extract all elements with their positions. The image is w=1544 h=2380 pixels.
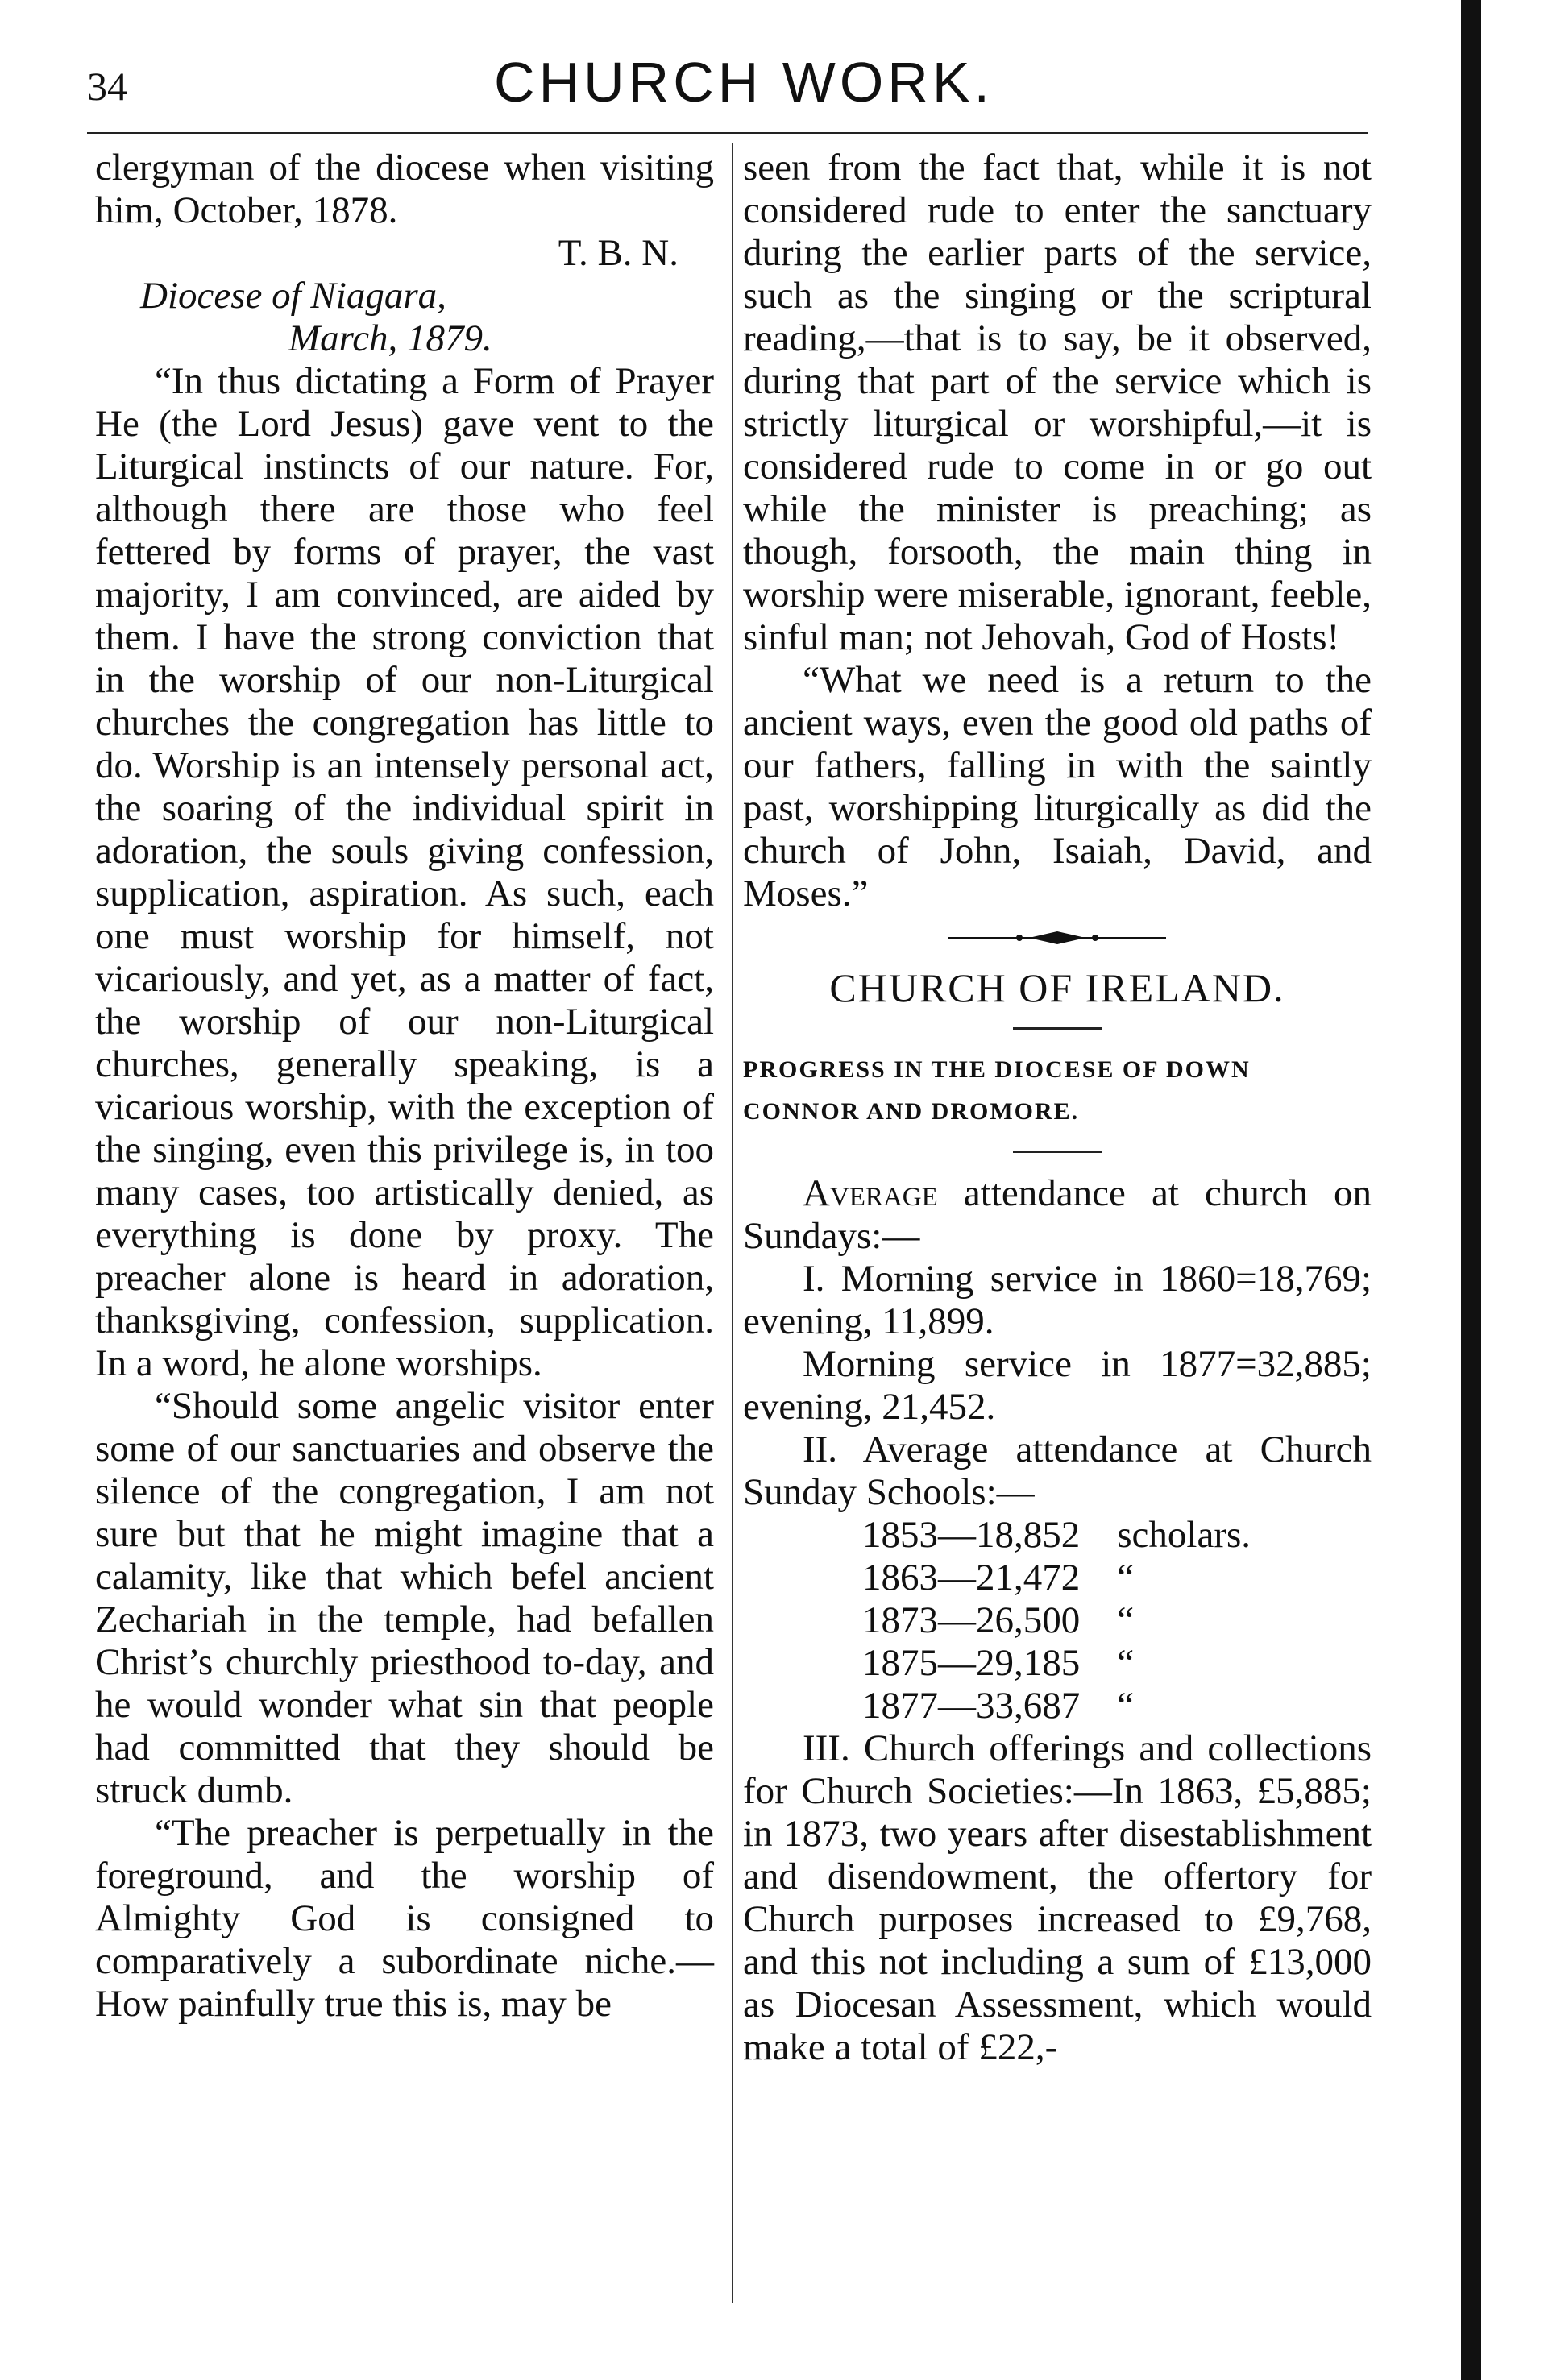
school-stat-row <box>743 1642 1372 1685</box>
school-stat-value: 1877—33,687 <box>862 1685 1081 1727</box>
section-subheading: PROGRESS IN THE DIOCESE OF DOWN <box>743 1056 1251 1083</box>
school-stat-suffix: “ <box>1117 1599 1135 1641</box>
signature: T. B. N. <box>558 232 679 274</box>
column-divider <box>732 143 733 2303</box>
school-stat-value: 1875—29,185 <box>862 1642 1081 1684</box>
paragraph: “The preacher is perpetually in the foreground, and the worship of Almighty God is consigned to comparatively a subordinate niche.—How painfully true this is, may be <box>95 1812 714 2025</box>
paragraph: “What we need is a return to the ancient ways, even the good old paths of our fathers, falling in with the saintly past, worshipping liturgically as did the church of John, Isaiah, David, and Moses.” <box>743 659 1372 914</box>
school-stat-suffix: “ <box>1117 1642 1135 1684</box>
school-stat-value: 1853—18,852 <box>862 1514 1081 1556</box>
stat-item: I. Morning service in 1860=18,769; evening, 11,899. <box>743 1258 1372 1342</box>
short-rule <box>1013 1151 1102 1153</box>
ornament-divider <box>743 915 1372 960</box>
lead-word: Average <box>803 1172 938 1214</box>
school-stat-row <box>743 1685 1372 1727</box>
stat-item: III. Church offerings and collections for Church Societies:—In 1863, £5,885; in 1873, two years after disestablishment and disendowment, the offertory for Church purposes increased to £9,768, and this not including a sum of £13,000 as Diocesan Assessment, which would make a total of £22,- <box>743 1727 1372 2068</box>
page-header <box>87 47 1401 135</box>
paragraph: “Should some angelic visitor enter some of our sanctuaries and observe the silence of the congregation, I am not sure but that he might imagine that a calamity, like that which befel ancient Zechariah in the temple, had befallen Christ’s churchly priesthood to-day, and he would wonder what sin that people had committed that they should be struck dumb. <box>95 1385 714 1811</box>
short-rule <box>1013 1027 1102 1030</box>
school-stat-row <box>743 1514 1372 1557</box>
header-rule <box>87 132 1368 134</box>
stat-item: II. Average attendance at Church Sunday Schools:— <box>743 1428 1372 1513</box>
right-column <box>743 147 1372 2069</box>
page-edge-bar <box>1461 0 1481 2380</box>
dateline-place: Diocese of Niagara, <box>140 275 446 317</box>
school-stat-suffix: scholars. <box>1117 1514 1251 1556</box>
school-stat-row <box>743 1599 1372 1642</box>
dateline-date: March, 1879. <box>288 317 492 359</box>
school-stat-row <box>743 1557 1372 1599</box>
left-column <box>95 147 714 2025</box>
section-title: CHURCH OF IRELAND. <box>829 965 1285 1010</box>
stat-item: Morning service in 1877=32,885; evening, 21,452. <box>743 1343 1372 1428</box>
section-subheading: CONNOR AND DROMORE. <box>743 1098 1080 1125</box>
paragraph <box>743 1172 1372 1258</box>
paragraph: seen from the fact that, while it is not considered rude to enter the sanctuary during the earlier parts of the service, such as the singing or the scriptural reading,—that is to say, be it observed, during that part of the service which is strictly liturgical or worshipful,—it is considered rude to come in or go out while the minister is preaching; as though, forsooth, the main thing in worship were miserable, ignorant, feeble, sinful man; not Jehovah, God of Hosts! <box>743 147 1372 658</box>
school-stat-suffix: “ <box>1117 1685 1135 1727</box>
paragraph-text: attendance at church on Sundays:— <box>743 1172 1372 1257</box>
paragraph: clergyman of the diocese when visiting him, October, 1878. <box>95 147 714 231</box>
running-title: CHURCH WORK. <box>494 51 994 114</box>
paragraph: “In thus dictating a Form of Prayer He (the Lord Jesus) gave vent to the Liturgical instincts of our nature. For, although there are those who feel fettered by forms of prayer, the vast majority, I am convinced, are aided by them. I have the strong conviction that in the worship of our non-Liturgical churches the congregation has little to do. Worship is an intensely personal act, the soaring of the individual spirit in adoration, the souls giving confession, supplication, aspiration. As such, each one must worship for himself, not vicariously, and yet, as a matter of fact, the worship of our non-Liturgical churches, generally speaking, is a vicarious worship, with the exception of the singing, even this privilege is, in too many cases, too artistically denied, as everything is done by proxy. The preacher alone is heard in adoration, thanksgiving, confession, supplication. In a word, he alone worships. <box>95 360 714 1384</box>
school-stat-value: 1863—21,472 <box>862 1557 1081 1598</box>
school-stat-suffix: “ <box>1117 1557 1135 1598</box>
school-stat-value: 1873—26,500 <box>862 1599 1081 1641</box>
page-number: 34 <box>87 64 127 109</box>
